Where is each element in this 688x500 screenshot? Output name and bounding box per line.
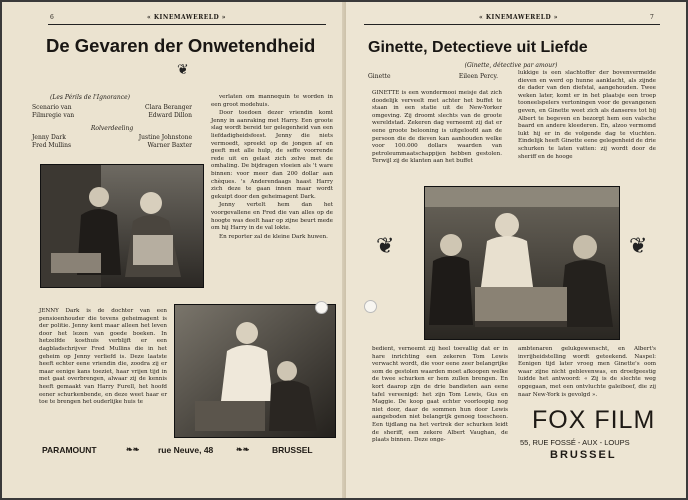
credit-row: Filmregie van Edward Dillon: [32, 112, 192, 120]
footer-studio: PARAMOUNT: [42, 445, 97, 455]
cast-row: Ginette Eileen Percy.: [368, 73, 498, 80]
credit-row: Scenario van Clara Beranger: [32, 104, 192, 111]
film-still-photo: [40, 164, 204, 288]
article-title: Ginette, Detectieve uit Liefde: [368, 39, 588, 56]
cast-heading: Rolverdeeling: [90, 125, 134, 132]
ad-address: 55, RUE FOSSÉ - AUX - LOUPS: [520, 438, 630, 447]
article-column-right: verlaten om mannequin te worden in een groot modehuis. Door toedoen dezer vriendin komt Jenny in aanraking met Harry. Een groote slag wordt bereid ter gelegenheid van een liefdadigheidsfeest. Jenny die niets vermoedt, spreekt op de jongen af en geeft met alle hulp, de seffe voorrende rede uit en gelast zich zelve met de omhaling. De bijdragen vloeien als 't ware binnen: voor meer dan 200 dollar aan chèques. 's Anderendaags haast Harry zich deze te gaan innen maar wordt gekuipt door den geheimagent Dark. Jenny vertelt hem dan het voorgevallene en Fred die van alles op de hoogte was deelt haar op zijne beurt mede om hij Harry in de val lokte. En reporter zal de kleine Dark huwen.: [211, 94, 333, 240]
fleuron-ornament-icon: ❦: [629, 234, 648, 259]
footer-ornament-right: ❧❧: [236, 445, 250, 454]
page-number: 7: [650, 14, 654, 21]
cast-list: [32, 134, 192, 150]
fox-film-logo: FOX FILM: [532, 406, 656, 434]
left-page: [2, 2, 346, 498]
footer-address: rue Neuve, 48: [158, 445, 214, 455]
article-bottom-right: ambtenaren gelukgewenscht, en Albert's invrijheidstelling wordt geteekend. Naspel: Eenigen tijd later vroeg men Ginette's oom waar zijne nicht geblevenwas, en droefgeestig luidde het antwoord: « Zij is de slechte weg opgegaan, met een ontvluchte galeiboef, die zij naar New-York is gevolgd ».: [518, 346, 656, 398]
fleuron-ornament-icon: ❦: [376, 234, 395, 259]
running-header: « KINEMAWERELD »: [147, 14, 227, 21]
article-column-right: lukkige is een slachtoffer der bovenvermelde dieven en werd op hunne aanklacht, als zijnde de dader van den diefstal, aangehouden. Twee weken later, komt er in het plaatsje een troep tooneelspelers vertoningen voor de gevangenen geven, en Ginette weet zich als danseres tot bij Albert te begeven en bezorgt hem een valsche baard en andere kleederen. En, alzoo vermomd lukt hij er in de volgende dag te vluchten. Eindelijk heeft Ginette eene gelegenheid de drie schurken te laten vatten: zij wordt door de sheriff en de hooge: [518, 70, 656, 160]
article-subtitle: (Ginette, détective par amour): [464, 62, 558, 69]
fleuron-ornament-icon: ❦: [177, 62, 189, 78]
binder-hole: [364, 300, 377, 313]
ad-city: BRUSSEL: [550, 449, 617, 461]
film-still-photo-2: [174, 304, 336, 438]
page-number: 6: [50, 14, 54, 21]
article-intro-text: JENNY Dark is de dochter van een pensioenhouder die tevens geheimagent is der politie. Jenny kent maar alleen het leven door het lezen van goede boeken. In hetzelfde kosthuis verblijft er een dagbladschrijver Fred Mullins die in het geheim op Jenny verliefd is. Deze laatste heeft echter eene vriendin die, zoodra zij er maar eenige kans toeziet, haar vrijen tijd in met gaat overbrengen, alwaar zij de kennis heeft gemaakt van Harry Furell, het hoofd eener schurkenbende, en deze weet haar er toe te brengen het ouderlijke huis te: [39, 308, 167, 406]
header-rule: [364, 24, 660, 25]
cast-list: [368, 73, 498, 81]
cast-row: Fred Mullins Warner Baxter: [32, 142, 192, 150]
binder-hole: [315, 301, 328, 314]
cast-row: Jenny Dark Justine Johnstone: [32, 134, 192, 141]
article-subtitle: (Les Périls de l'Ignorance): [50, 94, 130, 101]
footer-ornament-left: ❧❧: [126, 445, 140, 454]
article-column-left: GINETTE is een wondermooi meisje dat zich doodelijk verveelt met achter het buffet te staan in een statie uit de New-Yorker omgeving. Zij droomt slechts van de groote wereldstad. Zekeren dag verneemt zij dat er eene groote belooning is uitgeloofd aan de persoon die de dieven kan aanhouden welke voor 100.000 dollars waarden van petroleummaatschappijen hebben gestolen. Terwijl zij de klanten aan het buffet: [372, 90, 502, 165]
running-header: « KINEMAWERELD »: [479, 14, 559, 21]
right-page: [346, 2, 686, 498]
film-still-photo: [424, 186, 620, 340]
header-rule: [48, 24, 326, 25]
article-bottom-left: bedient, verneemt zij heel toevallig dat er in hare inrichting een zekeren Tom Lewis verwacht wordt, die voor eene zeer belangrijke som de gestolen waarden moet afkoopen welke de twee schurken er hem zullen brengen. En kort daarop zijn de drie bandieten aan eene tafel vereenigd: het zijn Tom Lewis, Gus en Maggie. De koop gaat echter voorloopig nog niet door, daar de sommen hun door Lewis aangeboden niet belangrijk genoeg toescheen. Een tijdlang na het vertrek der schurken leidt de sheriff, een zekere Albert Vaughan, de plaats binnen. Deze onge-: [372, 346, 508, 444]
magazine-spread: [2, 2, 686, 498]
article-title: De Gevaren der Onwetendheid: [46, 35, 316, 56]
footer-city: BRUSSEL: [272, 445, 313, 455]
credits-list: [32, 104, 192, 120]
